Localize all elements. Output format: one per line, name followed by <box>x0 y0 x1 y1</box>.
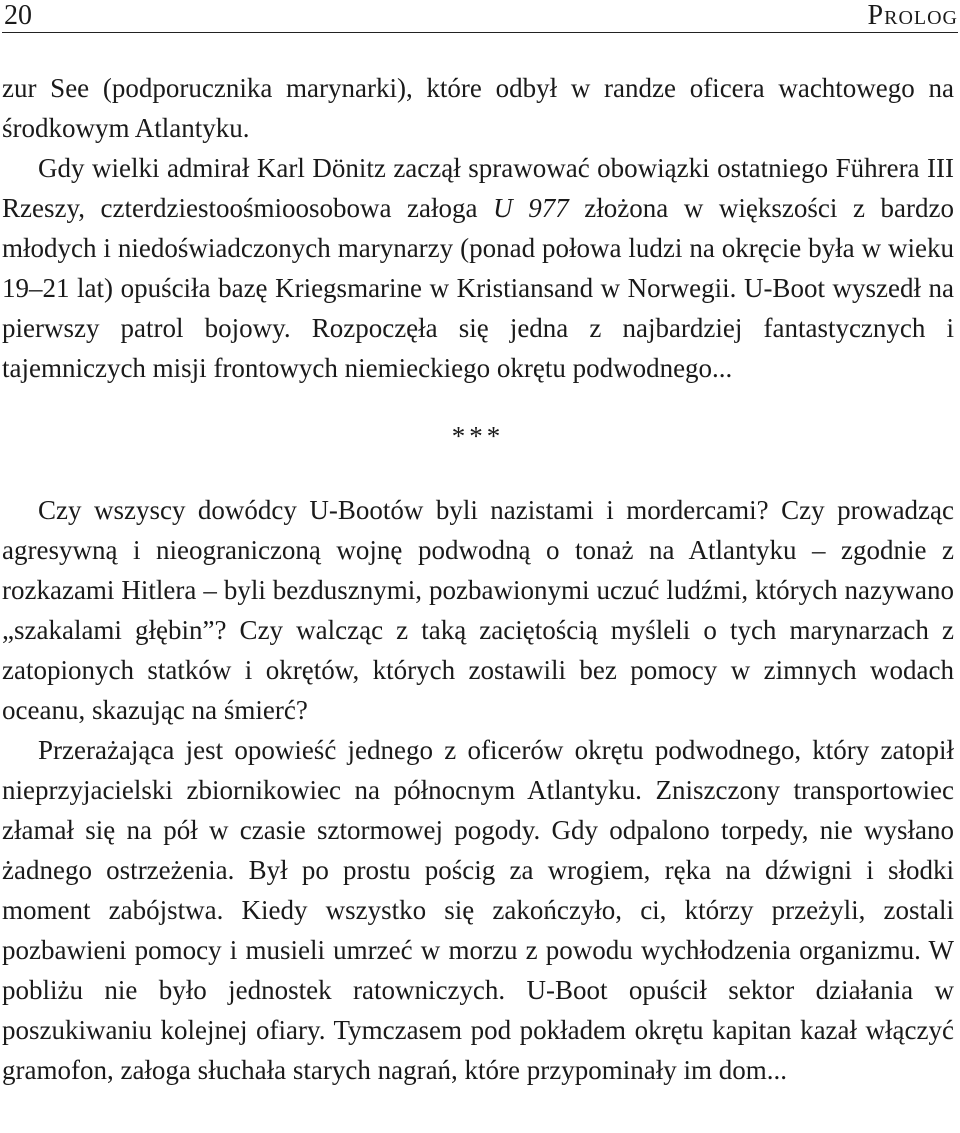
page-header <box>2 0 958 33</box>
paragraph-2 <box>2 148 954 388</box>
body-text <box>2 68 954 1090</box>
paragraph-4: Przerażająca jest opowieść jednego z oficerów okrętu podwodnego, który zatopił nieprzyjacielski zbiornikowiec na północnym Atlantyku. Zniszczony transportowiec złamał się na pół w czasie sztormowej pogody. Gdy odpalono torpedy, nie wysłano żadnego ostrzeżenia. Był po prostu pościg za wrogiem, ręka na dźwigni i słodki moment zabójstwa. Kiedy wszystko się zakończyło, ci, którzy przeżyli, zostali pozbawieni pomocy i musieli umrzeć w morzu z powodu wychłodzenia organizmu. W pobliżu nie było jednostek ratowniczych. U-Boot opuścił sektor działania w poszukiwaniu kolejnej ofiary. Tymczasem pod pokładem okrętu kapitan kazał włączyć gramofon, załoga słuchała starych nagrań, które przypominały im dom... <box>2 735 954 1085</box>
paragraph-3: Czy wszyscy dowódcy U-Bootów byli nazistami i mordercami? Czy prowadząc agresywną i nieograniczoną wojnę podwodną o tonaż na Atlantyku – zgodnie z rozkazami Hitlera – byli bezdusznymi, pozbawionymi uczuć ludźmi, których nazywano „szakalami głębin”? Czy walcząc z taką zaciętością myśleli o tych marynarzach z zatopionych statków i okrętów, których zostawili bez pomocy w zimnych wodach oceanu, skazując na śmierć? <box>2 495 954 725</box>
page-number: 20 <box>4 0 32 31</box>
paragraph-2-end: złożona w większości z bardzo młodych i niedoświadczonych marynarzy (ponad połowa ludzi na okręcie była w wieku 19–21 lat) opuściła bazę Kriegsmarine w Kristiansand w Norwegii. U-Boot wyszedł na pierwszy patrol bojowy. Rozpoczęła się jedna z najbardziej fantastycznych i tajemniczych misji frontowych niemieckiego okrętu podwodnego... <box>2 193 954 383</box>
section-separator: *** <box>451 421 505 451</box>
paragraph-2-start: Gdy wielki admirał Karl Dönitz zaczął sprawować obowiązki ostatniego Führera III Rzeszy, czterdziestoośmioosobowa załoga <box>2 153 954 223</box>
submarine-name: U 977 <box>493 193 569 223</box>
paragraph-1: zur See (podporucznika marynarki), które odbył w randze oficera wachtowego na środkowym Atlantyku. <box>2 73 954 143</box>
running-head: Prolog <box>867 0 958 31</box>
